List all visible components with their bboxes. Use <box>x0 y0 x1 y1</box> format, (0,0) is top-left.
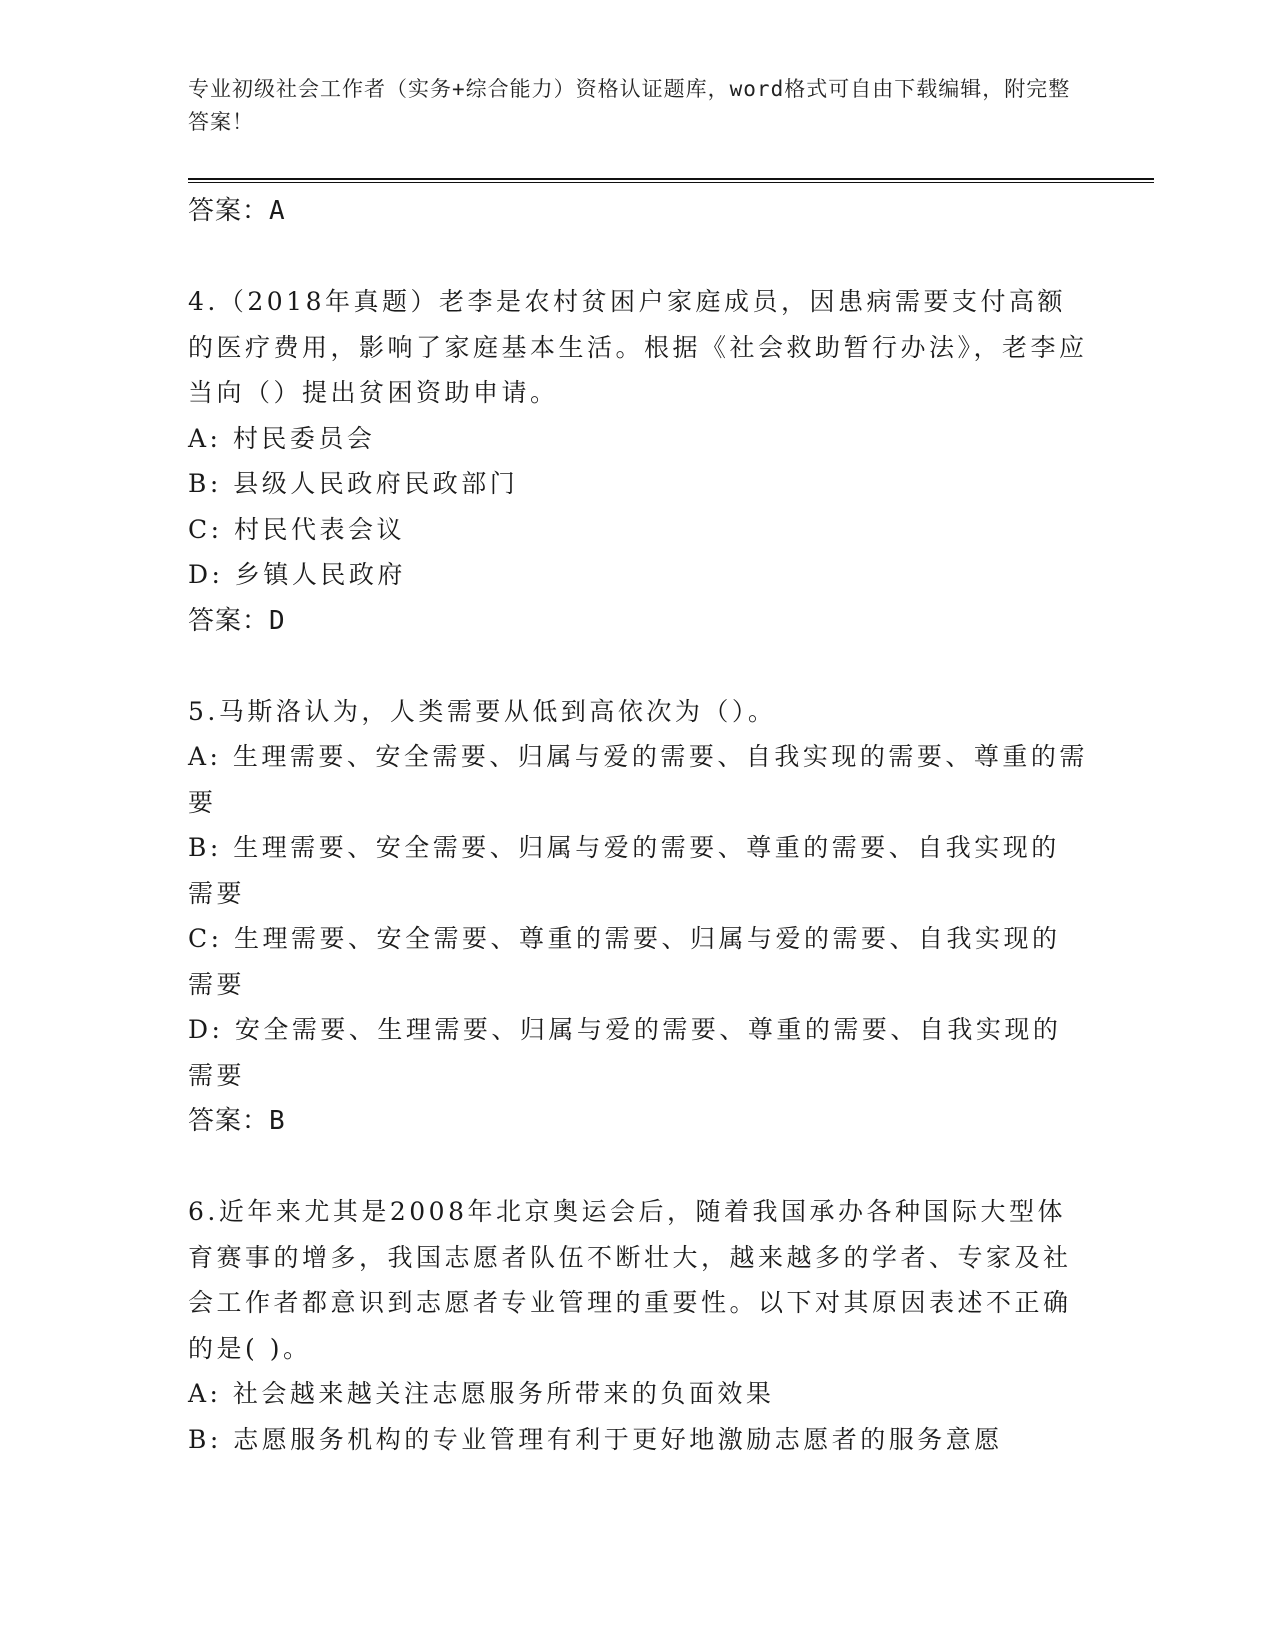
question-6 <box>188 1189 1088 1462</box>
option-d: D: 乡镇人民政府 <box>188 560 406 589</box>
document-header: 专业初级社会工作者（实务+综合能力）资格认证题库，word格式可自由下载编辑，附完整答案！ <box>188 77 1071 134</box>
option-b: B: 志愿服务机构的专业管理有利于更好地激励志愿者的服务意愿 <box>188 1424 1003 1454</box>
spacer <box>188 1144 1088 1189</box>
spacer <box>188 234 1088 279</box>
question-content <box>188 188 1088 1462</box>
question-text: 4.（2018年真题）老李是农村贫困户家庭成员，因患病需要支付高额的医疗费用，影响了家庭基本生活。根据《社会救助暂行办法》，老李应当向（）提出贫困资助申请。 <box>188 287 1088 407</box>
question-text: 5.马斯洛认为，人类需要从低到高依次为（）。 <box>188 696 777 726</box>
answer-q3: 答案：A <box>188 196 286 226</box>
question-4 <box>188 279 1088 644</box>
option-a: A: 村民委员会 <box>188 423 376 453</box>
answer: 答案：B <box>188 1106 286 1136</box>
option-c: C: 村民代表会议 <box>188 514 405 544</box>
spacer <box>188 644 1088 689</box>
answer: 答案：D <box>188 605 286 636</box>
option-a: A: 社会越来越关注志愿服务所带来的负面效果 <box>188 1379 775 1408</box>
option-b: B: 生理需要、安全需要、归属与爱的需要、尊重的需要、自我实现的需要 <box>188 833 1060 908</box>
option-b: B: 县级人民政府民政部门 <box>188 469 519 498</box>
question-text: 6.近年来尤其是2008年北京奥运会后，随着我国承办各种国际大型体育赛事的增多，我国志愿者队伍不断壮大，越来越多的学者、专家及社会工作者都意识到志愿者专业管理的重要性。以下对其原因表述不正确的是( )。 <box>188 1197 1072 1363</box>
question-5 <box>188 689 1088 1145</box>
header-divider <box>188 178 1154 183</box>
option-a: A: 生理需要、安全需要、归属与爱的需要、自我实现的需要、尊重的需要 <box>188 742 1088 817</box>
option-d: D: 安全需要、生理需要、归属与爱的需要、尊重的需要、自我实现的需要 <box>188 1015 1062 1090</box>
option-c: C: 生理需要、安全需要、尊重的需要、归属与爱的需要、自我实现的需要 <box>188 924 1061 999</box>
